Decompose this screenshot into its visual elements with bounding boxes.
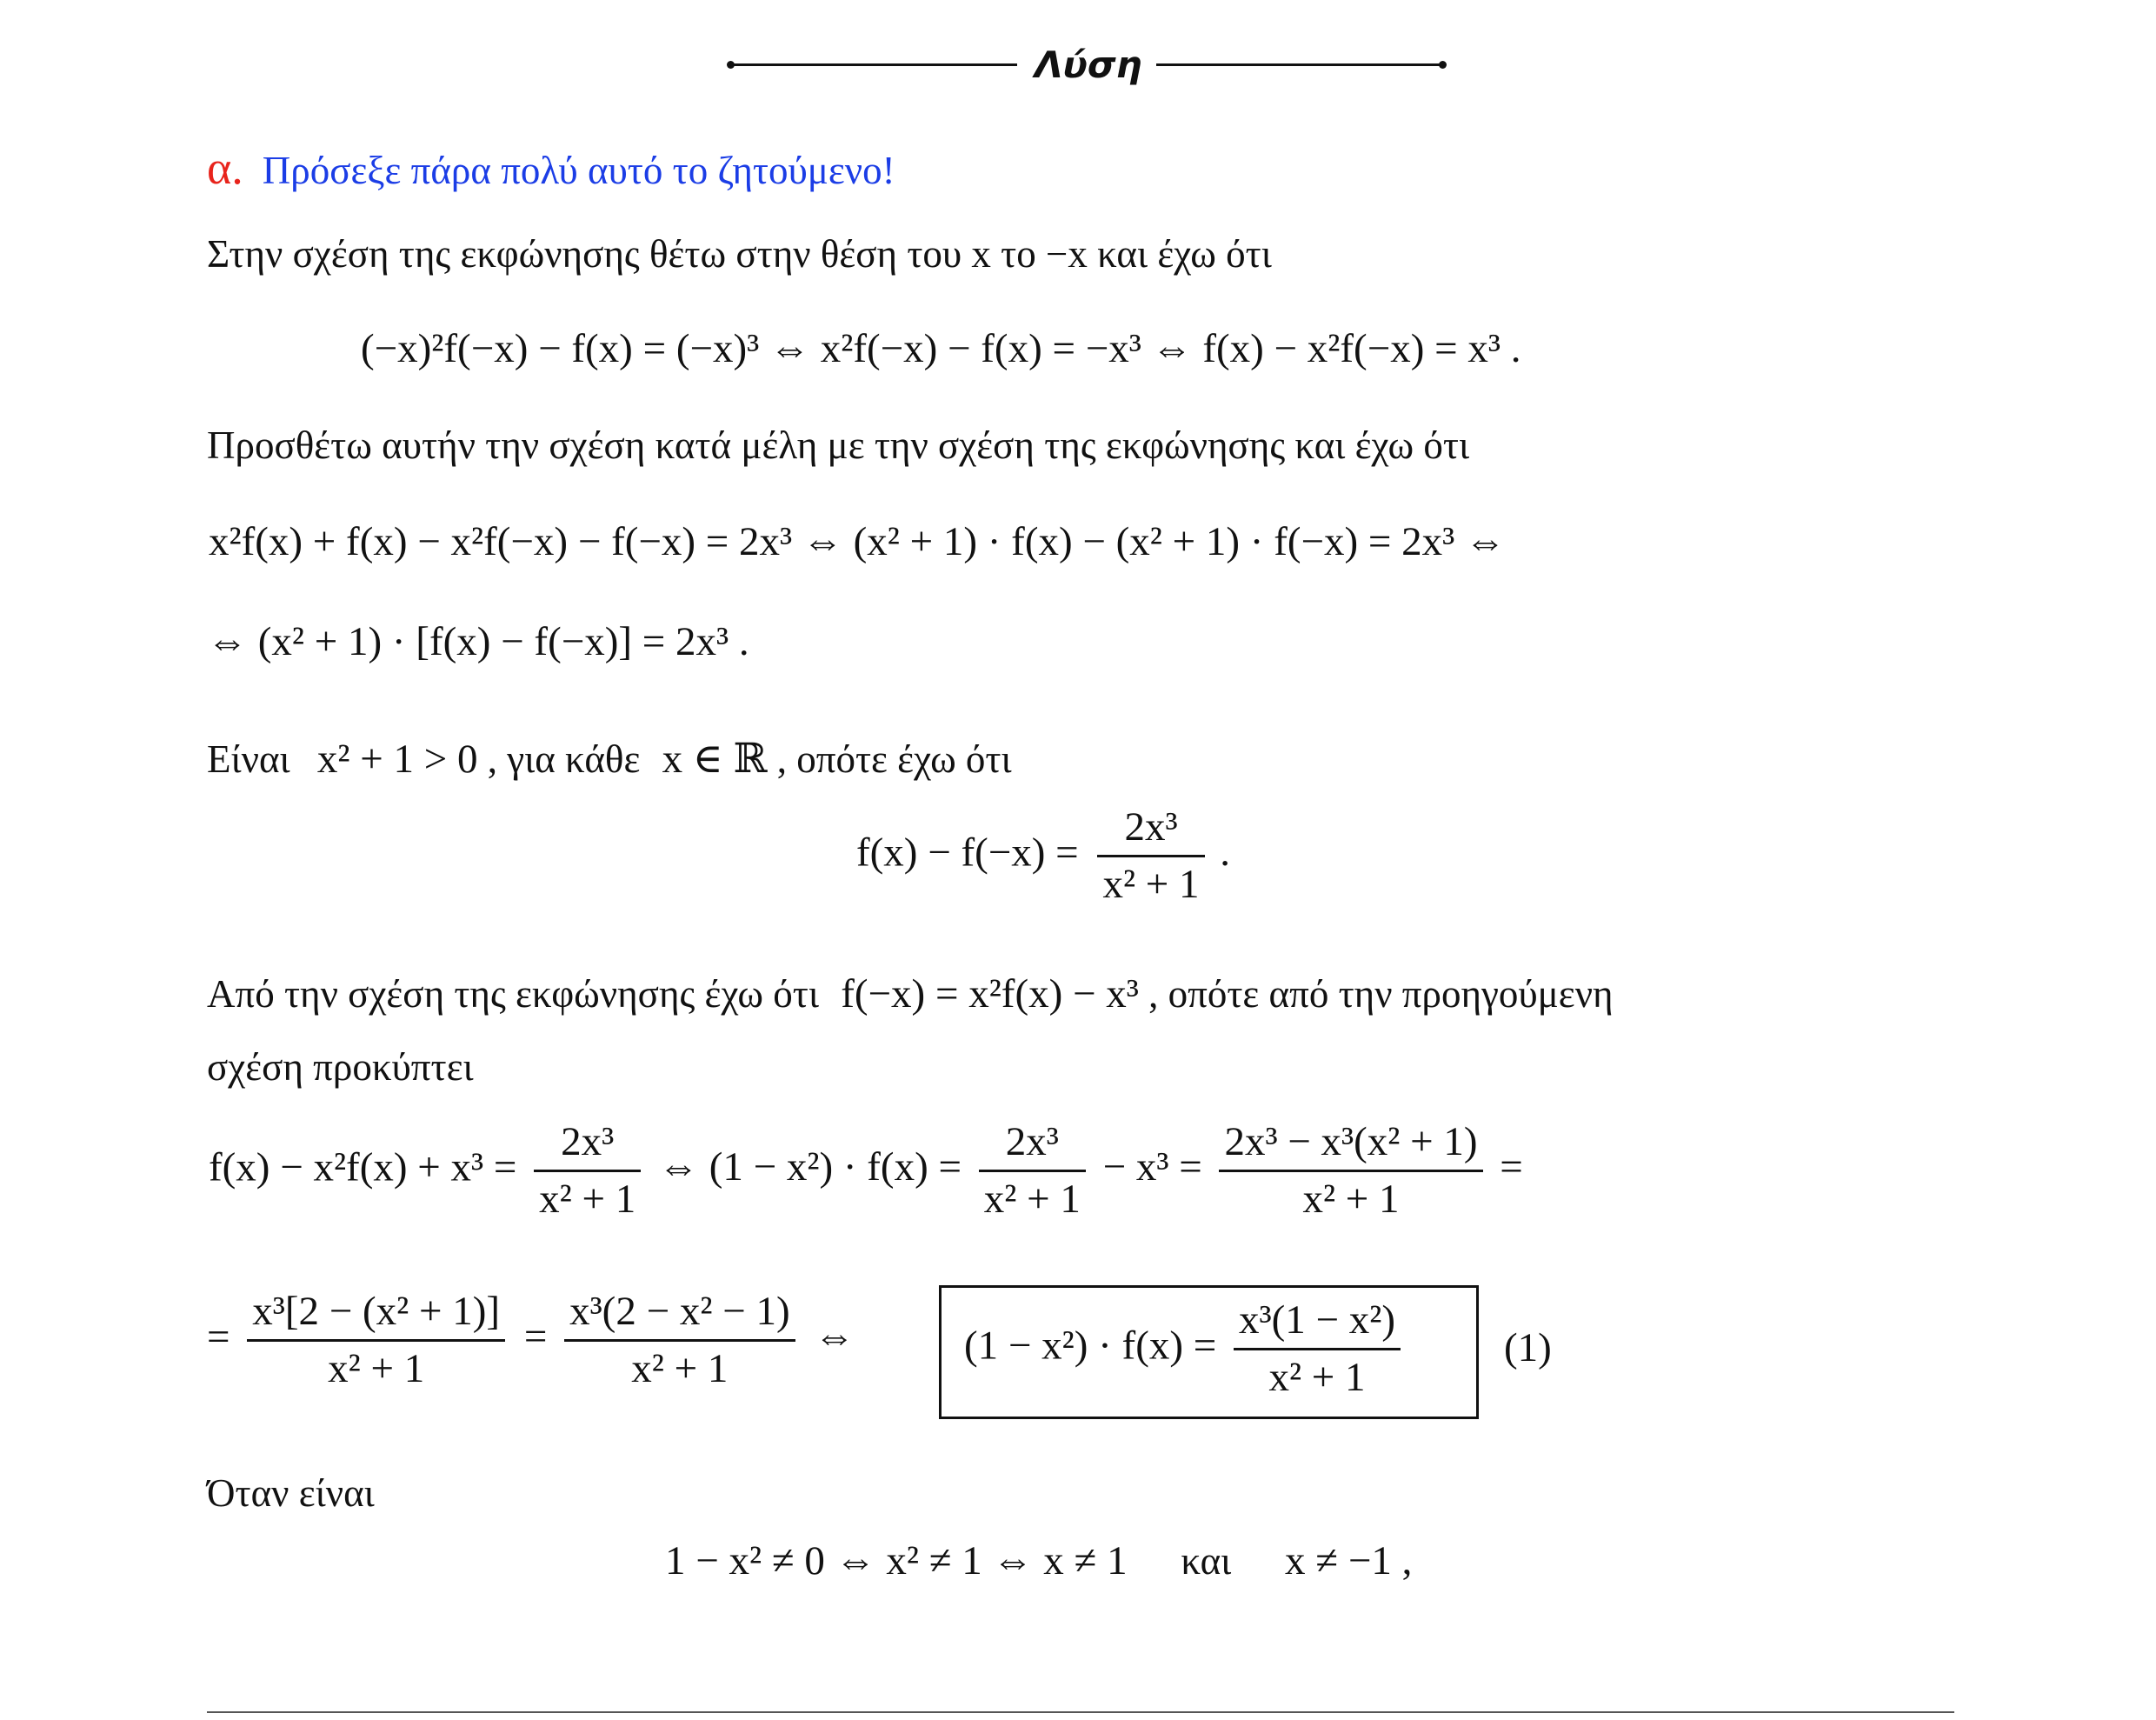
boxed-equation — [964, 1297, 1401, 1400]
equation-6-fraction-2 — [564, 1291, 795, 1390]
boxed-lhs: (1 − x²) · f(x) = — [964, 1323, 1217, 1369]
equation-5-fraction-2-den: x² + 1 — [979, 1170, 1086, 1220]
part-a-letter: α. — [207, 142, 243, 194]
part-a-heading — [207, 141, 895, 195]
paragraph-3-end: , οπότε έχω ότι — [776, 737, 1012, 781]
boxed-fraction — [1234, 1297, 1401, 1400]
paragraph-3-start: Είναι — [207, 737, 290, 781]
equation-5-fraction-3 — [1219, 1119, 1482, 1222]
equation-1: (−x)²f(−x) − f(x) = (−x)³ ⇔ x²f(−x) − f(x) = −x³ ⇔ f(x) − x²f(−x) = x³ . — [361, 326, 1521, 371]
equation-5-mid: ⇔ (1 − x²) · f(x) = — [657, 1144, 962, 1190]
paragraph-3-mid: , για κάθε — [487, 737, 641, 781]
boxed-denominator: x² + 1 — [1234, 1348, 1401, 1398]
equation-6 — [207, 1291, 855, 1390]
header-right-rule — [1156, 63, 1443, 66]
equation-4-numerator: 2x³ — [1124, 804, 1178, 850]
equation-4-fraction — [1097, 804, 1204, 907]
equation-tag-1: (1) — [1504, 1325, 1552, 1370]
equation-2: x²f(x) + f(x) − x²f(−x) − f(−x) = 2x³ ⇔ (x² + 1) · f(x) − (x² + 1) · f(−x) = 2x³ ⇔ — [209, 519, 1506, 564]
equation-6-iff: ⇔ — [814, 1314, 855, 1360]
equation-3: ⇔ (x² + 1) · [f(x) − f(−x)] = 2x³ . — [207, 619, 749, 664]
part-a-heading-text: Πρόσεξε πάρα πολύ αυτό το ζητούμενο! — [262, 149, 895, 192]
bottom-rule — [207, 1711, 1954, 1713]
equation-5-fraction-3-num: 2x³ − x³(x² + 1) — [1224, 1119, 1478, 1164]
equation-4 — [856, 804, 1231, 907]
equation-5 — [209, 1119, 1523, 1222]
inequality: x² + 1 > 0 — [316, 737, 478, 782]
paragraph-4-cont: σχέση προκύπτει — [207, 1045, 474, 1089]
equation-6-fraction-2-num: x³(2 − x² − 1) — [569, 1289, 790, 1334]
equation-6-fraction-1-num: x³[2 − (x² + 1)] — [252, 1289, 501, 1334]
paragraph-4-end: , οπότε από την προηγούμενη — [1148, 972, 1614, 1016]
equation-7-kai: και — [1181, 1539, 1232, 1583]
equation-4-end: . — [1220, 830, 1231, 876]
boxed-result — [939, 1285, 1479, 1419]
equation-7-part-2: x ≠ −1 , — [1285, 1538, 1413, 1583]
header-right-dot — [1439, 61, 1447, 69]
equation-7 — [665, 1538, 1413, 1583]
paragraph-3 — [207, 739, 1012, 780]
equation-6-start: = — [207, 1314, 230, 1360]
equation-6-fraction-2-den: x² + 1 — [564, 1339, 795, 1390]
boxed-numerator: x³(1 − x²) — [1239, 1297, 1396, 1343]
equation-5-end: = — [1500, 1144, 1523, 1190]
equation-7-part-1: 1 − x² ≠ 0 ⇔ x² ≠ 1 ⇔ x ≠ 1 — [665, 1538, 1128, 1583]
equation-5-fraction-1-den: x² + 1 — [534, 1170, 641, 1220]
equation-5-fraction-3-den: x² + 1 — [1219, 1170, 1482, 1220]
equation-6-fraction-1-den: x² + 1 — [247, 1339, 505, 1390]
paragraph-4-start: Από την σχέση της εκφώνησης έχω ότι — [207, 972, 819, 1016]
header-left-rule — [730, 63, 1017, 66]
page-title: Λύση — [1035, 43, 1142, 86]
equation-5-fraction-1 — [534, 1119, 641, 1222]
paragraph-2: Προσθέτω αυτήν την σχέση κατά μέλη με την σχέση της εκφώνησης και έχω ότι — [207, 423, 1470, 467]
equation-4-lhs: f(x) − f(−x) = — [856, 830, 1079, 876]
equation-5-lhs: f(x) − x²f(x) + x³ = — [209, 1144, 517, 1190]
paragraph-1: Στην σχέση της εκφώνησης θέτω στην θέση του x το −x και έχω ότι — [207, 232, 1272, 276]
equation-5-fraction-2 — [979, 1119, 1086, 1222]
equation-5-minus: − x³ = — [1102, 1144, 1202, 1190]
domain-expr: x ∈ ℝ — [662, 737, 768, 782]
equation-6-eq: = — [523, 1314, 548, 1360]
equation-5-fraction-2-num: 2x³ — [1005, 1119, 1059, 1164]
equation-6-fraction-1 — [247, 1291, 505, 1390]
paragraph-5: Όταν είναι — [207, 1471, 375, 1515]
paragraph-4 — [207, 971, 1614, 1017]
equation-5-fraction-1-num: 2x³ — [561, 1119, 615, 1164]
inline-relation: f(−x) = x²f(x) − x³ — [841, 971, 1139, 1017]
equation-4-denominator: x² + 1 — [1097, 855, 1204, 905]
